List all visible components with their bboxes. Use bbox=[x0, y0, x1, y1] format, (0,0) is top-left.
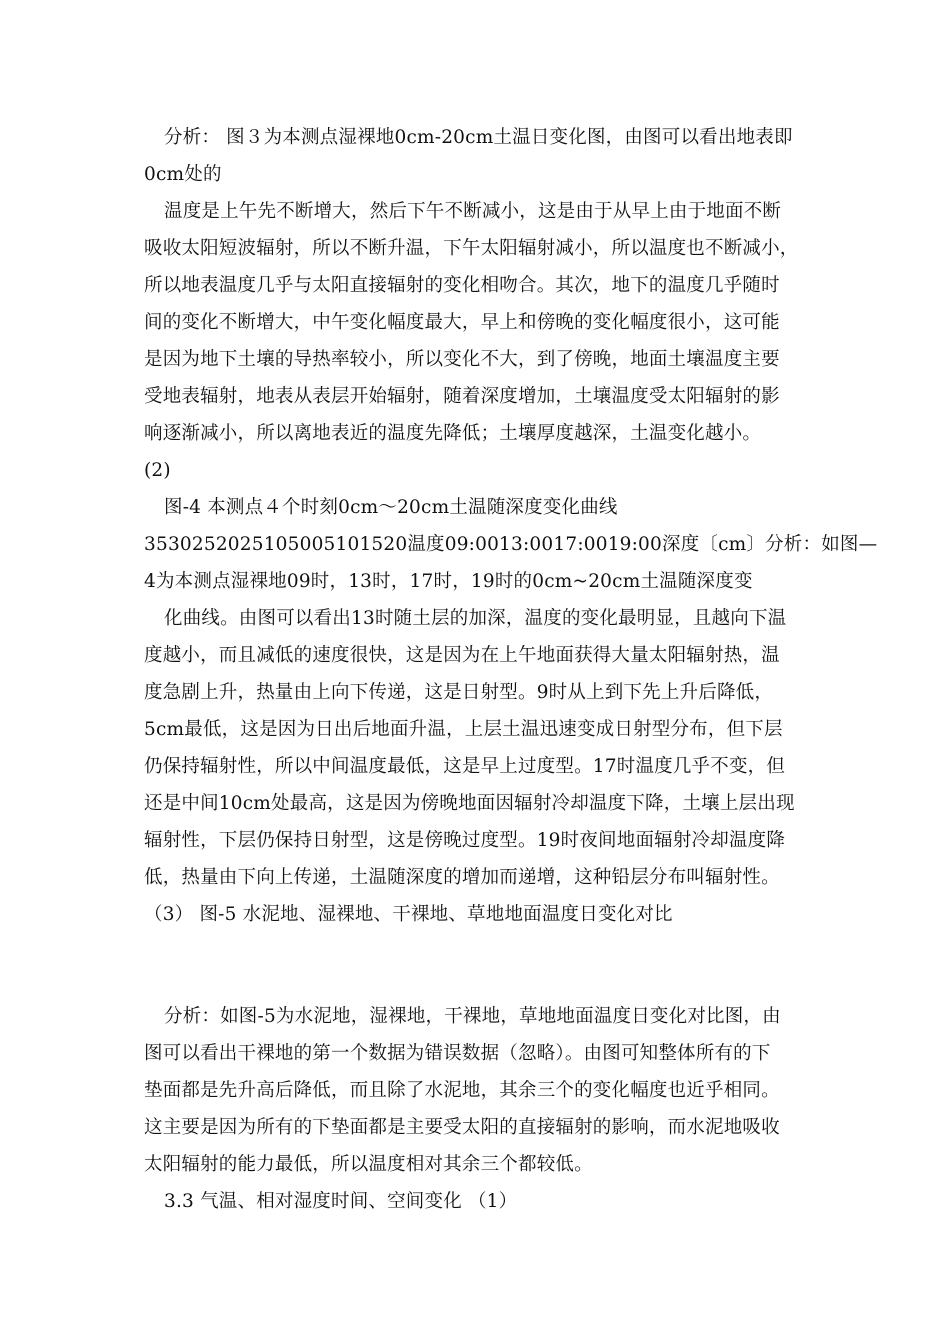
paragraph-line: 4为本测点湿裸地09时，13时，17时，19时的0cm~20cm土温随深度变 bbox=[144, 571, 753, 592]
paragraph-line: 所以地表温度几乎与太阳直接辐射的变化相吻合。其次，地下的温度几乎随时 bbox=[144, 275, 780, 296]
paragraph-line: 吸收太阳短波辐射，所以不断升温，下午太阳辐射减小，所以温度也不断减小， bbox=[144, 238, 799, 259]
paragraph-line: 这主要是因为所有的下垫面都是主要受太阳的直接辐射的影响，而水泥地吸收 bbox=[144, 1117, 780, 1138]
paragraph-line: 响逐渐减小，所以离地表近的温度先降低；土壤厚度越深，土温变化越小。 bbox=[144, 423, 762, 444]
paragraph-line: 低，热量由下向上传递，土温随深度的增加而递增，这种铅层分布叫辐射性。 bbox=[144, 867, 780, 888]
figure-caption: （3） 图-5 水泥地、湿裸地、干裸地、草地地面温度日变化对比 bbox=[144, 904, 673, 925]
paragraph-line: 化曲线。由图可以看出13时随土层的加深，温度的变化最明显，且越向下温 bbox=[164, 608, 787, 629]
paragraph-line: 3530252025105005101520温度09:0013:0017:0019:00深度〔cm〕分析：如图— bbox=[144, 534, 878, 555]
paragraph-line: 度急剧上升，热量由上向下传递，这是日射型。9时从上到下先上升后降低， bbox=[144, 682, 774, 703]
paragraph-line: 间的变化不断增大，中午变化幅度最大，早上和傍晚的变化幅度很小，这可能 bbox=[144, 312, 780, 333]
paragraph-line: 受地表辐射，地表从表层开始辐射，随着深度增加，土壤温度受太阳辐射的影 bbox=[144, 386, 780, 407]
paragraph-line: 温度是上午先不断增大，然后下午不断减小，这是由于从早上由于地面不断 bbox=[164, 201, 782, 222]
paragraph-line: 分析： 图３为本测点湿裸地0cm-20cm土温日变化图，由图可以看出地表即 bbox=[164, 127, 793, 148]
paragraph-line: 分析：如图-5为水泥地，湿裸地，干裸地，草地地面温度日变化对比图，由 bbox=[164, 1006, 781, 1027]
paragraph-line: 还是中间10cm处最高，这是因为傍晚地面因辐射冷却温度下降，土壤上层出现 bbox=[144, 793, 795, 814]
paragraph-line: 0cm处的 bbox=[144, 164, 222, 185]
paragraph-line: 图可以看出干裸地的第一个数据为错误数据（忽略）。由图可知整体所有的下 bbox=[144, 1043, 771, 1064]
section-marker: (2) bbox=[144, 460, 171, 481]
paragraph-line: 垫面都是先升高后降低，而且除了水泥地，其余三个的变化幅度也近乎相同。 bbox=[144, 1080, 780, 1101]
paragraph-line: 是因为地下土壤的导热率较小，所以变化不大，到了傍晚，地面土壤温度主要 bbox=[144, 349, 780, 370]
paragraph-line: 辐射性，下层仍保持日射型，这是傍晚过度型。19时夜间地面辐射冷却温度降 bbox=[144, 830, 786, 851]
paragraph-line: 仍保持辐射性，所以中间温度最低，这是早上过度型。17时温度几乎不变，但 bbox=[144, 756, 786, 777]
figure-caption: 图-4 本测点４个时刻0cm～20cm土温随深度变化曲线 bbox=[164, 497, 618, 518]
section-heading: 3.3 气温、相对湿度时间、空间变化 （1） bbox=[164, 1191, 518, 1212]
paragraph-line: 度越小，而且减低的速度很快，这是因为在上午地面获得大量太阳辐射热，温 bbox=[144, 645, 780, 666]
paragraph-line: 5cm最低，这是因为日出后地面升温，上层土温迅速变成日射型分布，但下层 bbox=[144, 719, 783, 740]
paragraph-line: 太阳辐射的能力最低，所以温度相对其余三个都较低。 bbox=[144, 1154, 593, 1175]
